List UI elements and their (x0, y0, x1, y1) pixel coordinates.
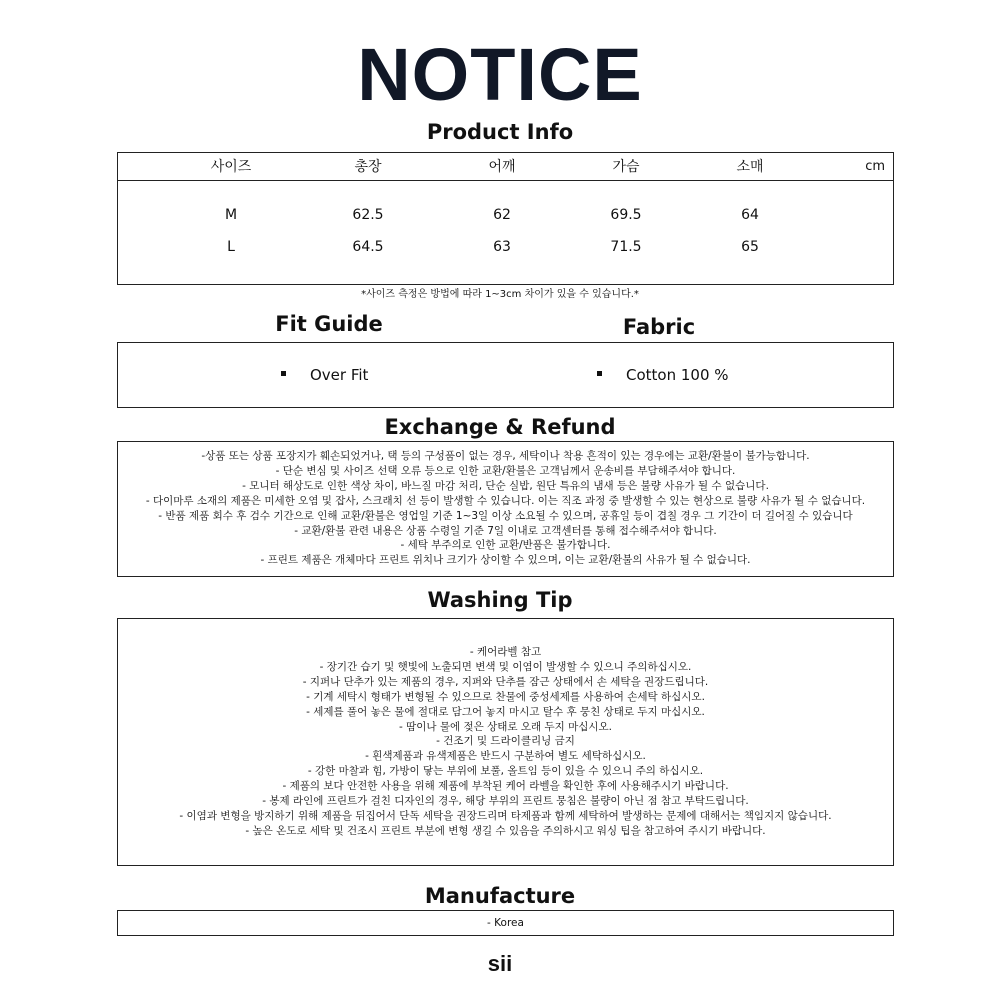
row-l-chest: 71.5 (610, 239, 642, 255)
row-l-length: 64.5 (352, 239, 384, 255)
row-m-size: M (224, 207, 238, 223)
list-item: - 이염과 변형을 방지하기 위해 제품을 뒤집어서 단독 세탁을 권장드리며 타제품과 함께 세탁하여 발생하는 문제에 대해서는 책임지지 않습니다. (179, 809, 832, 822)
row-m-shoulder: 62 (493, 207, 511, 223)
bullet-icon (281, 371, 286, 376)
fit-guide-value: Over Fit (310, 366, 369, 384)
fabric-title: Fabric (622, 315, 696, 339)
list-item: - 다이마루 소재의 제품은 미세한 오염 및 잡사, 스크래치 선 등이 발생할 수 있습니다. 이는 직조 과정 중 발생할 수 있는 현상으로 불량 사유가 될 수 없습니다. (145, 494, 866, 507)
fabric-item (597, 365, 729, 385)
bullet-icon (597, 371, 602, 376)
list-item: - 교환/환불 관련 내용은 상품 수령일 기준 7일 이내로 고객센터를 통해 접수해주셔야 합니다. (294, 524, 717, 537)
size-table-header (118, 153, 893, 181)
list-item: - 건조기 및 드라이클리닝 금지 (436, 735, 575, 748)
exchange-box (117, 441, 894, 577)
list-item: - 단순 변심 및 사이즈 선택 오류 등으로 인한 교환/환불은 고객님께서 운송비를 부담해주셔야 합니다. (275, 464, 736, 477)
list-item: - 모니터 해상도로 인한 색상 차이, 바느질 마감 처리, 단순 실밥, 원단 특유의 냄새 등은 불량 사유가 될 수 없습니다. (242, 479, 769, 492)
fabric-value: Cotton 100 % (626, 366, 729, 384)
list-item: - 제품의 보다 안전한 사용을 위해 제품에 부착된 케어 라벨을 확인한 후에 사용해주시기 바랍니다. (282, 780, 729, 793)
list-item: - 세제를 풀어 놓은 물에 절대로 담그어 놓지 마시고 탈수 후 뭉친 상태로 두지 마십시오. (306, 705, 705, 718)
header-shoulder: 어깨 (488, 159, 516, 175)
row-l-shoulder: 63 (493, 239, 511, 255)
list-item: - 세탁 부주의로 인한 교환/반품은 불가합니다. (400, 539, 611, 552)
row-l-sleeve: 65 (741, 239, 759, 255)
washing-title: Washing Tip (427, 588, 573, 612)
list-item: - 지퍼나 단추가 있는 제품의 경우, 지퍼와 단추를 잠근 상태에서 손 세탁을 권장드립니다. (302, 675, 709, 688)
list-item: - 기계 세탁시 형태가 변형될 수 있으므로 찬물에 중성세제를 사용하여 손세탁 하십시오. (306, 690, 705, 703)
size-table (117, 152, 894, 285)
list-item: - 장기간 습기 및 햇빛에 노출되면 변색 및 이염이 발생할 수 있으니 주의하십시오. (319, 660, 692, 673)
washing-list (118, 645, 893, 839)
list-item: - 높은 온도로 세탁 및 건조시 프린트 부분에 변형 생길 수 있음을 주의하시고 워싱 팁을 참고하여 주시기 바랍니다. (245, 824, 766, 837)
row-m-length: 62.5 (352, 207, 384, 223)
page-title: NOTICE (357, 33, 643, 116)
header-size: 사이즈 (210, 159, 252, 175)
row-l-size: L (227, 239, 235, 255)
product-info-title: Product Info (426, 120, 574, 144)
washing-box (117, 618, 894, 866)
row-m-sleeve: 64 (741, 207, 759, 223)
list-item: - 흰색제품과 유색제품은 반드시 구분하여 별도 세탁하십시오. (365, 750, 646, 763)
manufacture-box (117, 910, 894, 936)
list-item: - 봉제 라인에 프린트가 걸친 디자인의 경우, 해당 부위의 프린트 뭉침은 불량이 아닌 점 참고 부탁드립니다. (262, 795, 749, 808)
fit-fabric-box (117, 342, 894, 408)
list-item: -상품 또는 상품 포장지가 훼손되었거나, 택 등의 구성품이 없는 경우, 세탁이나 착용 흔적이 있는 경우에는 교환/환불이 불가능합니다. (201, 450, 810, 462)
unit-label: cm (865, 159, 885, 174)
list-item: - 케어라벨 참고 (469, 646, 542, 658)
exchange-title: Exchange & Refund (384, 415, 616, 439)
fit-guide-item (281, 365, 368, 385)
header-length: 총장 (354, 159, 382, 175)
list-item: - 땀이나 물에 젖은 상태로 오래 두지 마십시오. (398, 720, 613, 733)
header-sleeve: 소매 (736, 159, 764, 175)
header-chest: 가슴 (612, 159, 640, 175)
manufacture-value: - Korea (487, 917, 524, 929)
size-note: *사이즈 측정은 방법에 따라 1~3cm 차이가 있을 수 있습니다.* (361, 289, 639, 300)
list-item: - 반품 제품 회수 후 검수 기간으로 인해 교환/환불은 영업일 기준 1~3일 이상 소요될 수 있으며, 공휴일 등이 겹칠 경우 그 기간이 더 길어질 수 있습니다 (158, 509, 853, 522)
list-item: - 프린트 제품은 개체마다 프린트 위치나 크기가 상이할 수 있으며, 이는 교환/환불의 사유가 될 수 없습니다. (260, 554, 751, 567)
list-item: - 강한 마찰과 힘, 가방이 닿는 부위에 보풀, 올트임 등이 있을 수 있으니 주의 하십시오. (307, 765, 704, 778)
manufacture-title: Manufacture (424, 884, 576, 908)
row-m-chest: 69.5 (610, 207, 642, 223)
exchange-list (118, 449, 893, 568)
brand-logo: sii (487, 951, 513, 976)
fit-guide-title: Fit Guide (275, 312, 383, 336)
